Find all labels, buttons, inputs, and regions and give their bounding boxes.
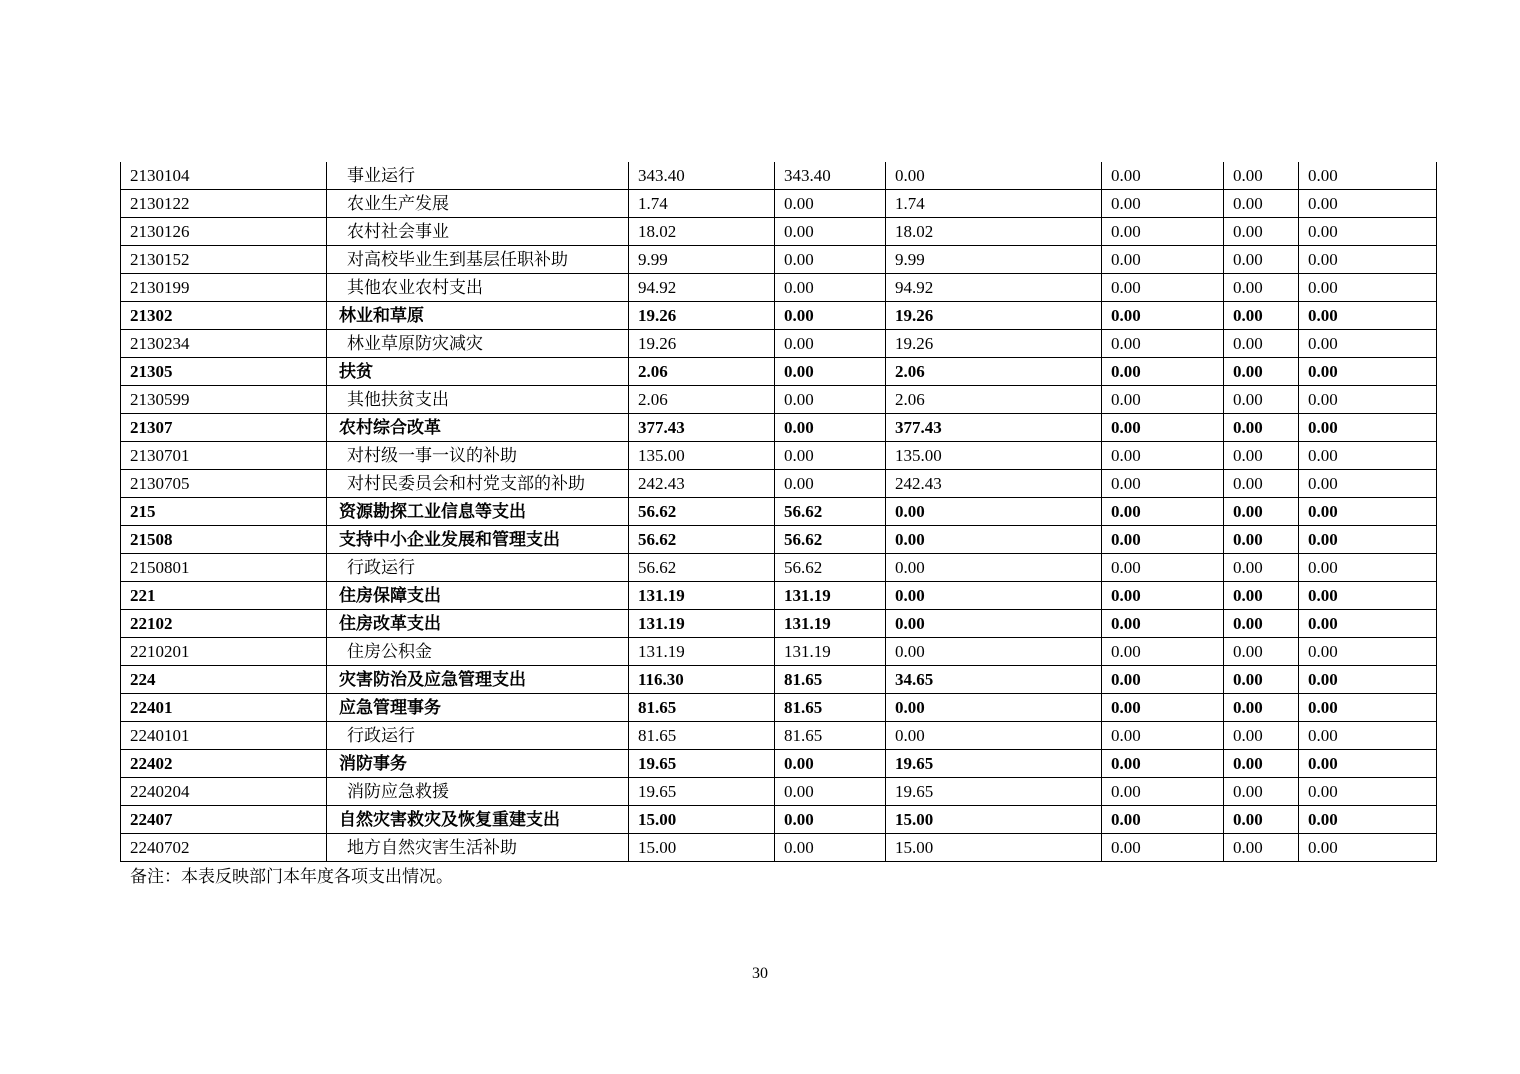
cell-other-1: 0.00 bbox=[1102, 358, 1224, 386]
cell-project: 19.26 bbox=[886, 330, 1102, 358]
cell-other-2: 0.00 bbox=[1224, 498, 1299, 526]
table-row bbox=[121, 386, 1437, 414]
cell-other-3: 0.00 bbox=[1299, 442, 1437, 470]
cell-basic: 0.00 bbox=[775, 358, 886, 386]
cell-other-2: 0.00 bbox=[1224, 610, 1299, 638]
cell-basic: 0.00 bbox=[775, 750, 886, 778]
cell-code: 224 bbox=[121, 666, 327, 694]
cell-code: 2240101 bbox=[121, 722, 327, 750]
cell-project: 94.92 bbox=[886, 274, 1102, 302]
cell-total: 19.26 bbox=[629, 302, 775, 330]
cell-project: 2.06 bbox=[886, 358, 1102, 386]
cell-total: 242.43 bbox=[629, 470, 775, 498]
table-row bbox=[121, 246, 1437, 274]
cell-code: 2240204 bbox=[121, 778, 327, 806]
cell-total: 131.19 bbox=[629, 582, 775, 610]
cell-other-1: 0.00 bbox=[1102, 414, 1224, 442]
cell-other-1: 0.00 bbox=[1102, 330, 1224, 358]
cell-name: 对村民委员会和村党支部的补助 bbox=[327, 470, 629, 498]
cell-code: 22102 bbox=[121, 610, 327, 638]
cell-code: 2130104 bbox=[121, 162, 327, 190]
cell-other-3: 0.00 bbox=[1299, 834, 1437, 862]
cell-total: 377.43 bbox=[629, 414, 775, 442]
cell-project: 0.00 bbox=[886, 526, 1102, 554]
cell-other-2: 0.00 bbox=[1224, 526, 1299, 554]
cell-basic: 0.00 bbox=[775, 442, 886, 470]
cell-name: 行政运行 bbox=[327, 722, 629, 750]
table-row bbox=[121, 638, 1437, 666]
cell-other-1: 0.00 bbox=[1102, 638, 1224, 666]
cell-other-3: 0.00 bbox=[1299, 750, 1437, 778]
cell-other-1: 0.00 bbox=[1102, 246, 1224, 274]
cell-project: 34.65 bbox=[886, 666, 1102, 694]
cell-total: 15.00 bbox=[629, 834, 775, 862]
table-row bbox=[121, 750, 1437, 778]
cell-other-2: 0.00 bbox=[1224, 358, 1299, 386]
table-row bbox=[121, 442, 1437, 470]
table-row bbox=[121, 778, 1437, 806]
cell-project: 0.00 bbox=[886, 498, 1102, 526]
cell-project: 0.00 bbox=[886, 582, 1102, 610]
cell-other-3: 0.00 bbox=[1299, 246, 1437, 274]
cell-name: 事业运行 bbox=[327, 162, 629, 190]
cell-name: 资源勘探工业信息等支出 bbox=[327, 498, 629, 526]
cell-basic: 131.19 bbox=[775, 638, 886, 666]
cell-basic: 0.00 bbox=[775, 778, 886, 806]
cell-other-2: 0.00 bbox=[1224, 638, 1299, 666]
cell-project: 0.00 bbox=[886, 162, 1102, 190]
table-row bbox=[121, 554, 1437, 582]
cell-basic: 0.00 bbox=[775, 218, 886, 246]
cell-total: 15.00 bbox=[629, 806, 775, 834]
cell-code: 21307 bbox=[121, 414, 327, 442]
cell-basic: 131.19 bbox=[775, 582, 886, 610]
cell-name: 灾害防治及应急管理支出 bbox=[327, 666, 629, 694]
cell-basic: 0.00 bbox=[775, 806, 886, 834]
cell-other-1: 0.00 bbox=[1102, 694, 1224, 722]
cell-code: 22407 bbox=[121, 806, 327, 834]
table-row bbox=[121, 666, 1437, 694]
cell-other-1: 0.00 bbox=[1102, 274, 1224, 302]
cell-code: 215 bbox=[121, 498, 327, 526]
cell-total: 9.99 bbox=[629, 246, 775, 274]
cell-other-2: 0.00 bbox=[1224, 386, 1299, 414]
table-row bbox=[121, 302, 1437, 330]
cell-project: 1.74 bbox=[886, 190, 1102, 218]
cell-basic: 0.00 bbox=[775, 386, 886, 414]
cell-other-1: 0.00 bbox=[1102, 442, 1224, 470]
cell-total: 131.19 bbox=[629, 610, 775, 638]
cell-project: 9.99 bbox=[886, 246, 1102, 274]
cell-other-3: 0.00 bbox=[1299, 302, 1437, 330]
cell-name: 其他农业农村支出 bbox=[327, 274, 629, 302]
table-row bbox=[121, 330, 1437, 358]
cell-other-1: 0.00 bbox=[1102, 582, 1224, 610]
cell-project: 19.65 bbox=[886, 750, 1102, 778]
cell-name: 住房保障支出 bbox=[327, 582, 629, 610]
cell-other-3: 0.00 bbox=[1299, 610, 1437, 638]
cell-other-1: 0.00 bbox=[1102, 554, 1224, 582]
cell-code: 2130234 bbox=[121, 330, 327, 358]
cell-other-3: 0.00 bbox=[1299, 694, 1437, 722]
cell-other-2: 0.00 bbox=[1224, 666, 1299, 694]
cell-other-2: 0.00 bbox=[1224, 442, 1299, 470]
cell-project: 0.00 bbox=[886, 638, 1102, 666]
cell-project: 135.00 bbox=[886, 442, 1102, 470]
cell-name: 住房改革支出 bbox=[327, 610, 629, 638]
cell-other-1: 0.00 bbox=[1102, 498, 1224, 526]
table-row bbox=[121, 358, 1437, 386]
cell-other-3: 0.00 bbox=[1299, 330, 1437, 358]
cell-other-2: 0.00 bbox=[1224, 750, 1299, 778]
cell-other-2: 0.00 bbox=[1224, 778, 1299, 806]
cell-other-3: 0.00 bbox=[1299, 722, 1437, 750]
cell-code: 2130599 bbox=[121, 386, 327, 414]
cell-other-2: 0.00 bbox=[1224, 554, 1299, 582]
cell-basic: 81.65 bbox=[775, 694, 886, 722]
cell-total: 19.65 bbox=[629, 750, 775, 778]
cell-other-2: 0.00 bbox=[1224, 722, 1299, 750]
table-row bbox=[121, 470, 1437, 498]
cell-total: 18.02 bbox=[629, 218, 775, 246]
cell-other-1: 0.00 bbox=[1102, 778, 1224, 806]
table-row bbox=[121, 806, 1437, 834]
cell-project: 15.00 bbox=[886, 834, 1102, 862]
cell-basic: 131.19 bbox=[775, 610, 886, 638]
cell-other-1: 0.00 bbox=[1102, 666, 1224, 694]
cell-other-3: 0.00 bbox=[1299, 274, 1437, 302]
cell-basic: 0.00 bbox=[775, 834, 886, 862]
cell-other-1: 0.00 bbox=[1102, 610, 1224, 638]
cell-project: 0.00 bbox=[886, 722, 1102, 750]
cell-basic: 0.00 bbox=[775, 470, 886, 498]
cell-total: 56.62 bbox=[629, 554, 775, 582]
cell-other-2: 0.00 bbox=[1224, 694, 1299, 722]
cell-total: 19.65 bbox=[629, 778, 775, 806]
cell-project: 18.02 bbox=[886, 218, 1102, 246]
cell-basic: 0.00 bbox=[775, 190, 886, 218]
table-body bbox=[121, 162, 1437, 862]
cell-code: 2240702 bbox=[121, 834, 327, 862]
cell-other-2: 0.00 bbox=[1224, 302, 1299, 330]
cell-project: 377.43 bbox=[886, 414, 1102, 442]
cell-name: 对村级一事一议的补助 bbox=[327, 442, 629, 470]
cell-other-2: 0.00 bbox=[1224, 470, 1299, 498]
table-row bbox=[121, 582, 1437, 610]
cell-code: 2130152 bbox=[121, 246, 327, 274]
cell-total: 19.26 bbox=[629, 330, 775, 358]
cell-name: 消防事务 bbox=[327, 750, 629, 778]
cell-name: 地方自然灾害生活补助 bbox=[327, 834, 629, 862]
cell-total: 135.00 bbox=[629, 442, 775, 470]
cell-basic: 0.00 bbox=[775, 330, 886, 358]
table-row bbox=[121, 834, 1437, 862]
cell-total: 56.62 bbox=[629, 526, 775, 554]
cell-name: 支持中小企业发展和管理支出 bbox=[327, 526, 629, 554]
cell-name: 自然灾害救灾及恢复重建支出 bbox=[327, 806, 629, 834]
budget-expenditure-table bbox=[120, 162, 1437, 862]
cell-other-3: 0.00 bbox=[1299, 778, 1437, 806]
cell-other-1: 0.00 bbox=[1102, 302, 1224, 330]
cell-basic: 0.00 bbox=[775, 414, 886, 442]
cell-other-3: 0.00 bbox=[1299, 498, 1437, 526]
cell-basic: 56.62 bbox=[775, 498, 886, 526]
cell-code: 21305 bbox=[121, 358, 327, 386]
cell-name: 林业草原防灾减灾 bbox=[327, 330, 629, 358]
cell-code: 22402 bbox=[121, 750, 327, 778]
cell-other-1: 0.00 bbox=[1102, 470, 1224, 498]
cell-total: 116.30 bbox=[629, 666, 775, 694]
cell-code: 21302 bbox=[121, 302, 327, 330]
cell-other-3: 0.00 bbox=[1299, 526, 1437, 554]
cell-basic: 56.62 bbox=[775, 526, 886, 554]
cell-total: 94.92 bbox=[629, 274, 775, 302]
table-row bbox=[121, 610, 1437, 638]
cell-total: 343.40 bbox=[629, 162, 775, 190]
cell-other-2: 0.00 bbox=[1224, 582, 1299, 610]
cell-project: 0.00 bbox=[886, 554, 1102, 582]
cell-other-1: 0.00 bbox=[1102, 218, 1224, 246]
cell-project: 0.00 bbox=[886, 610, 1102, 638]
cell-other-1: 0.00 bbox=[1102, 386, 1224, 414]
cell-other-2: 0.00 bbox=[1224, 274, 1299, 302]
cell-name: 住房公积金 bbox=[327, 638, 629, 666]
cell-project: 19.26 bbox=[886, 302, 1102, 330]
cell-other-3: 0.00 bbox=[1299, 638, 1437, 666]
cell-name: 扶贫 bbox=[327, 358, 629, 386]
cell-other-3: 0.00 bbox=[1299, 358, 1437, 386]
table-row bbox=[121, 162, 1437, 190]
cell-other-2: 0.00 bbox=[1224, 190, 1299, 218]
cell-name: 对高校毕业生到基层任职补助 bbox=[327, 246, 629, 274]
cell-basic: 0.00 bbox=[775, 246, 886, 274]
cell-project: 0.00 bbox=[886, 694, 1102, 722]
cell-code: 2130126 bbox=[121, 218, 327, 246]
table-row bbox=[121, 498, 1437, 526]
cell-other-3: 0.00 bbox=[1299, 414, 1437, 442]
cell-other-3: 0.00 bbox=[1299, 386, 1437, 414]
cell-other-3: 0.00 bbox=[1299, 666, 1437, 694]
cell-name: 其他扶贫支出 bbox=[327, 386, 629, 414]
table-row bbox=[121, 526, 1437, 554]
cell-code: 2130122 bbox=[121, 190, 327, 218]
cell-basic: 343.40 bbox=[775, 162, 886, 190]
cell-other-3: 0.00 bbox=[1299, 218, 1437, 246]
table-row bbox=[121, 274, 1437, 302]
cell-other-2: 0.00 bbox=[1224, 162, 1299, 190]
cell-total: 1.74 bbox=[629, 190, 775, 218]
cell-code: 2150801 bbox=[121, 554, 327, 582]
cell-code: 2210201 bbox=[121, 638, 327, 666]
cell-project: 242.43 bbox=[886, 470, 1102, 498]
cell-total: 131.19 bbox=[629, 638, 775, 666]
cell-project: 19.65 bbox=[886, 778, 1102, 806]
cell-other-2: 0.00 bbox=[1224, 218, 1299, 246]
cell-other-1: 0.00 bbox=[1102, 190, 1224, 218]
cell-code: 221 bbox=[121, 582, 327, 610]
cell-other-3: 0.00 bbox=[1299, 470, 1437, 498]
cell-project: 2.06 bbox=[886, 386, 1102, 414]
cell-other-1: 0.00 bbox=[1102, 526, 1224, 554]
cell-other-1: 0.00 bbox=[1102, 834, 1224, 862]
cell-total: 2.06 bbox=[629, 358, 775, 386]
cell-name: 林业和草原 bbox=[327, 302, 629, 330]
cell-name: 农村社会事业 bbox=[327, 218, 629, 246]
cell-other-3: 0.00 bbox=[1299, 582, 1437, 610]
cell-code: 2130705 bbox=[121, 470, 327, 498]
cell-other-1: 0.00 bbox=[1102, 722, 1224, 750]
table-row bbox=[121, 722, 1437, 750]
table-row bbox=[121, 190, 1437, 218]
cell-code: 22401 bbox=[121, 694, 327, 722]
cell-code: 2130701 bbox=[121, 442, 327, 470]
cell-name: 应急管理事务 bbox=[327, 694, 629, 722]
cell-other-3: 0.00 bbox=[1299, 554, 1437, 582]
cell-total: 81.65 bbox=[629, 694, 775, 722]
cell-total: 81.65 bbox=[629, 722, 775, 750]
cell-total: 56.62 bbox=[629, 498, 775, 526]
table-row bbox=[121, 218, 1437, 246]
cell-other-3: 0.00 bbox=[1299, 162, 1437, 190]
cell-other-2: 0.00 bbox=[1224, 246, 1299, 274]
cell-other-3: 0.00 bbox=[1299, 806, 1437, 834]
cell-other-2: 0.00 bbox=[1224, 330, 1299, 358]
cell-code: 21508 bbox=[121, 526, 327, 554]
cell-other-2: 0.00 bbox=[1224, 834, 1299, 862]
cell-basic: 0.00 bbox=[775, 274, 886, 302]
cell-project: 15.00 bbox=[886, 806, 1102, 834]
cell-basic: 81.65 bbox=[775, 666, 886, 694]
cell-name: 农村综合改革 bbox=[327, 414, 629, 442]
cell-name: 行政运行 bbox=[327, 554, 629, 582]
cell-code: 2130199 bbox=[121, 274, 327, 302]
cell-other-2: 0.00 bbox=[1224, 414, 1299, 442]
cell-name: 消防应急救援 bbox=[327, 778, 629, 806]
cell-other-3: 0.00 bbox=[1299, 190, 1437, 218]
table-note: 备注：本表反映部门本年度各项支出情况。 bbox=[130, 867, 453, 886]
cell-other-1: 0.00 bbox=[1102, 162, 1224, 190]
table-row bbox=[121, 414, 1437, 442]
cell-other-2: 0.00 bbox=[1224, 806, 1299, 834]
cell-total: 2.06 bbox=[629, 386, 775, 414]
cell-basic: 56.62 bbox=[775, 554, 886, 582]
table-row bbox=[121, 694, 1437, 722]
cell-basic: 0.00 bbox=[775, 302, 886, 330]
cell-other-1: 0.00 bbox=[1102, 750, 1224, 778]
cell-basic: 81.65 bbox=[775, 722, 886, 750]
cell-other-1: 0.00 bbox=[1102, 806, 1224, 834]
cell-name: 农业生产发展 bbox=[327, 190, 629, 218]
page-number: 30 bbox=[752, 965, 768, 982]
